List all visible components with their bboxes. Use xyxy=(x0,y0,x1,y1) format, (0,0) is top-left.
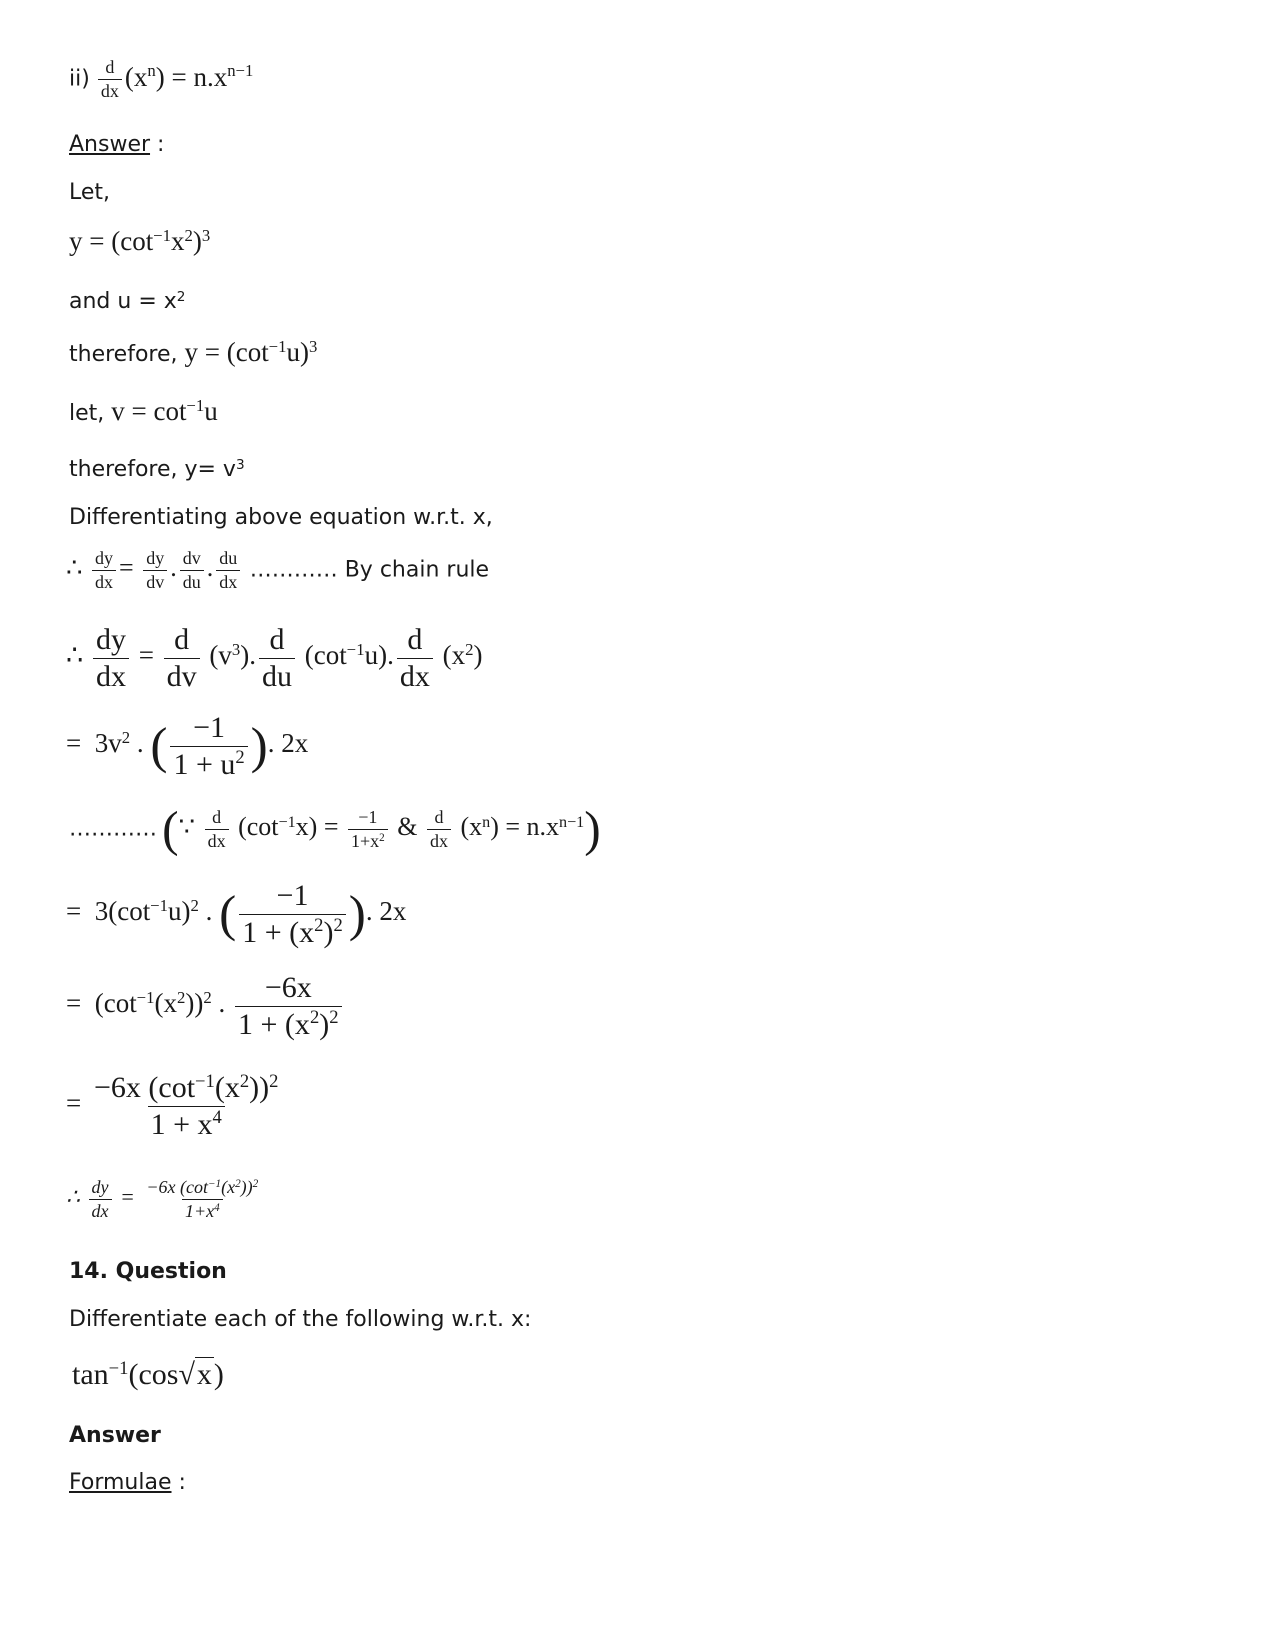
therefore-y-v3: therefore, $y= v^3$ xyxy=(69,456,245,482)
question-14-expression: $\tan^{-1}(\cos√x)$ xyxy=(72,1357,224,1391)
line-ii: ii) $\frac{d}{dx}$ $(x^n) = n.x^{n-1}$ xyxy=(69,57,254,101)
d-dx-fraction: $\frac{d}{dx}$ xyxy=(98,58,122,101)
differentiating-text: Differentiating above equation w.r.t. x, xyxy=(69,505,493,530)
final-answer: ∴ $\frac{dy}{dx}$ = $\frac{-6x (\cot^{-1}(x^2))^2}{1+x^4}$ xyxy=(66,1177,259,1221)
formulae-heading: Formulae : xyxy=(69,1470,186,1495)
step-3v2: = $3v^2$ . ( $\frac{-1}{1 + u^2}$ ). 2x xyxy=(66,711,309,781)
question-14-text: Differentiate each of the following w.r.t. x: xyxy=(69,1307,532,1332)
formula-reminder: ………… (∵ $\frac{d}{dx}$ $(\cot^{-1}x)$ = $\frac{-1}{1+x^2}$ & $\frac{d}{dx}$ $(x^n) = n.x^{n-1}$) xyxy=(69,801,601,857)
therefore-y-cot-u: therefore, $y = (\cot^{-1}u)^3$ xyxy=(69,336,318,367)
step-cot-u-squared: = $3(\cot^{-1}u)^2$ . ( $\frac{-1}{1 + (x^2)^2}$ ). 2x xyxy=(66,879,407,949)
v-definition: let, $v = \cot^{-1}u$ xyxy=(69,395,218,426)
question-14-heading: 14. Question xyxy=(69,1259,227,1284)
chain-rule-line: ∴ $\frac{dy}{dx}$ = $\frac{dy}{dv}$ . $\frac{dv}{du}$ . $\frac{du}{dx}$ ………… By chain rule xyxy=(66,548,490,592)
expanded-derivative: ∴ $\frac{dy}{dx}$ = $\frac{d}{dv}$ $(v^3)$. $\frac{d}{du}$ $(\cot^{-1}u)$. $\frac{d}{dx}$ $(x^2)$ xyxy=(66,623,483,693)
let-text: Let, xyxy=(69,180,111,205)
answer-heading-1: Answer : xyxy=(69,132,165,157)
item-label: ii) xyxy=(69,66,90,92)
step-cot-x2-squared: = $(\cot^{-1}(x^2))^2$ . $\frac{-6x}{1 + (x^2)^2}$ xyxy=(66,972,345,1040)
equation-y-definition: $y = (\cot^{-1}x^2)^3$ xyxy=(69,225,211,256)
step-combined-fraction: = $\frac{-6x (\cot^{-1}(x^2))^2}{1 + x^4}$ xyxy=(66,1070,279,1141)
answer-heading-2: Answer xyxy=(69,1423,161,1448)
chain-rule-label: By chain rule xyxy=(344,557,490,583)
u-definition: and $u = x^2$ xyxy=(69,288,186,314)
